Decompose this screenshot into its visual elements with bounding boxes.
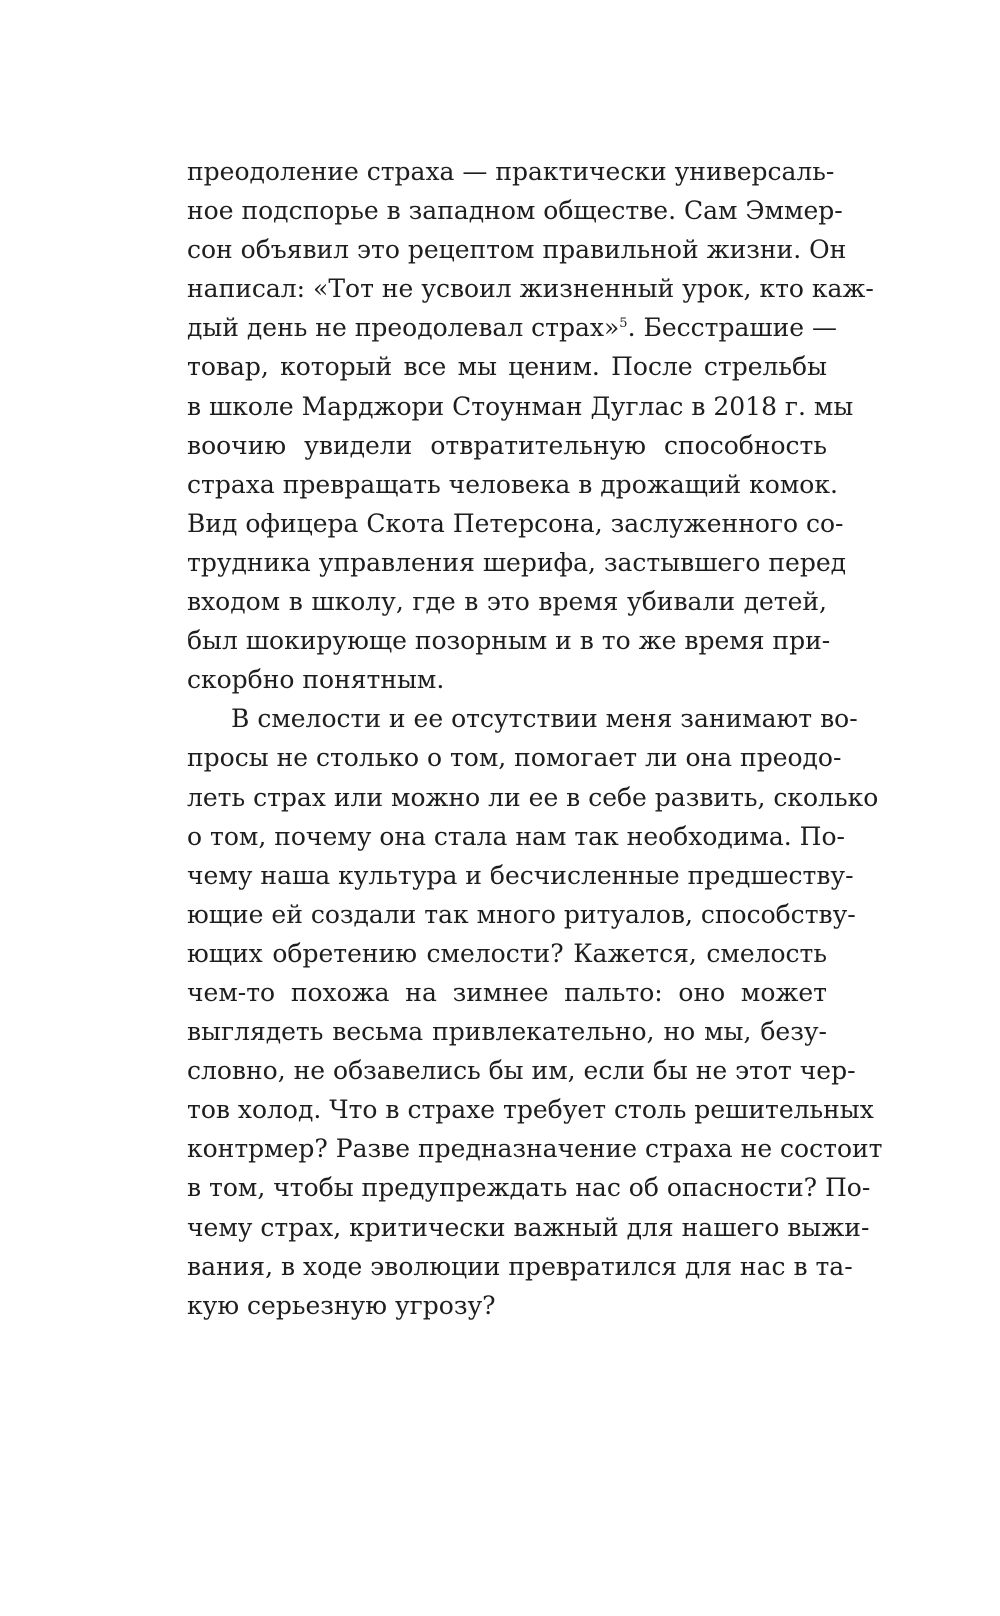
text-line: в школе Марджори Стоунман Дуглас в 2018 г. мы xyxy=(187,391,854,421)
text-line: леть страх или можно ли ее в себе развить, сколько xyxy=(187,782,879,812)
text-line: Вид офицера Скота Петерсона, заслуженного со- xyxy=(187,508,844,538)
text-segment: дый день не преодолевал страх» xyxy=(187,313,620,343)
text-line: в том, чтобы предупреждать нас об опасности? По- xyxy=(187,1173,871,1203)
text-line: вания, в ходе эволюции превратился для нас в та- xyxy=(187,1251,853,1281)
text-line: словно, не обзавелись бы им, если бы не этот чер- xyxy=(187,1056,856,1086)
paragraph-2 xyxy=(187,699,883,1325)
text-line: сон объявил это рецептом правильной жизни. Он xyxy=(187,235,847,265)
text-line: о том, почему она стала нам так необходима. По- xyxy=(187,821,845,851)
text-line: входом в школу, где в это время убивали детей, xyxy=(187,587,827,617)
text-line: чем-то похожа на зимнее пальто: оно может xyxy=(187,977,827,1007)
text-line: тов холод. Что в страхе требует столь решительных xyxy=(187,1095,874,1125)
text-line: выглядеть весьма привлекательно, но мы, безу- xyxy=(187,1017,827,1047)
text-line: трудника управления шерифа, застывшего перед xyxy=(187,547,847,577)
text-line: товар, который все мы ценим. После стрельбы xyxy=(187,352,827,382)
text-line: страха превращать человека в дрожащий комок. xyxy=(187,469,838,499)
text-line: написал: «Тот не усвоил жизненный урок, кто каж- xyxy=(187,274,874,304)
paragraph-1 xyxy=(187,152,874,699)
text-line: воочию увидели отвратительную способность xyxy=(187,430,827,460)
text-line xyxy=(187,308,838,347)
text-line: контрмер? Разве предназначение страха не состоит xyxy=(187,1134,883,1164)
text-line: ющих обретению смелости? Кажется, смелость xyxy=(187,938,827,968)
text-line: чему наша культура и бесчисленные предшеству- xyxy=(187,860,854,890)
body-text xyxy=(187,152,883,1325)
footnote-reference[interactable]: 5 xyxy=(619,316,628,332)
text-line: В смелости и ее отсутствии меня занимают во- xyxy=(231,704,858,734)
text-line: кую серьезную угрозу? xyxy=(187,1290,496,1320)
text-segment: . Бесстрашие — xyxy=(627,313,838,343)
text-line: просы не столько о том, помогает ли она преодо- xyxy=(187,743,842,773)
text-line: преодоление страха — практически универсаль- xyxy=(187,157,835,186)
text-line: чему страх, критически важный для нашего выжи- xyxy=(187,1212,870,1242)
text-line: ющие ей создали так много ритуалов, способству- xyxy=(187,899,856,929)
text-line: был шокирующе позорным и в то же время при- xyxy=(187,626,831,656)
text-line: ное подспорье в западном обществе. Сам Эммер- xyxy=(187,196,843,226)
text-line: скорбно понятным. xyxy=(187,665,445,695)
